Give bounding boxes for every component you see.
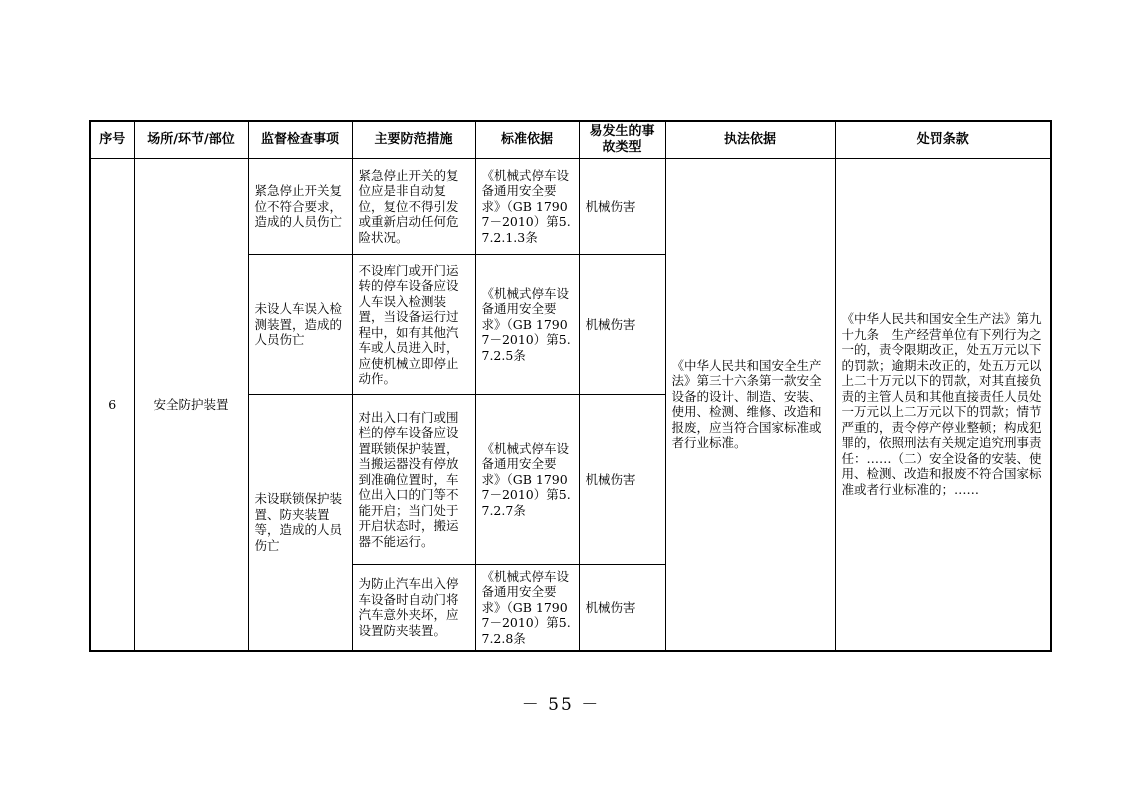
row-index: 6	[90, 159, 134, 651]
header-accident-type: 易发生的事故类型	[579, 121, 665, 159]
accident-type: 机械伤害	[579, 565, 665, 651]
standard-basis: 《机械式停车设备通用安全要求》（GB 17907－2010）第5.7.2.8条	[475, 565, 579, 651]
penalty-clause: 《中华人民共和国安全生产法》第九十九条 生产经营单位有下列行为之一的，责令限期改正，处五万元以下的罚款；逾期未改正的，处五万元以上二十万元以下的罚款，对其直接负责的主管人员和其他直接责任人员处一万元以上二万元以下的罚款；情节严重的，责令停产停业整顿；构成犯罪的，依照刑法有关规定追究刑事责任：……（二）安全设备的安装、使用、检测、改造和报废不符合国家标准或者行业标准的；……	[835, 159, 1051, 651]
accident-type: 机械伤害	[579, 255, 665, 395]
prevention-measure: 紧急停止开关的复位应是非自动复位，复位不得引发或重新启动任何危险状况。	[352, 159, 475, 255]
inspection-item: 未设人车误入检测装置，造成的人员伤亡	[248, 255, 352, 395]
accident-type: 机械伤害	[579, 395, 665, 565]
regulation-table	[89, 120, 1052, 652]
prevention-measure: 对出入口有门或围栏的停车设备应设置联锁保护装置，当搬运器没有停放到准确位置时，车位出入口的门等不能开启；当门处于开启状态时，搬运器不能运行。	[352, 395, 475, 565]
header-location: 场所/环节/部位	[134, 121, 248, 159]
row-location: 安全防护装置	[134, 159, 248, 651]
standard-basis: 《机械式停车设备通用安全要求》（GB 17907－2010）第5.7.2.1.3条	[475, 159, 579, 255]
inspection-item: 未设联锁保护装置、防夹装置等，造成的人员伤亡	[248, 395, 352, 651]
accident-type: 机械伤害	[579, 159, 665, 255]
header-index: 序号	[90, 121, 134, 159]
standard-basis: 《机械式停车设备通用安全要求》（GB 17907－2010）第5.7.2.7条	[475, 395, 579, 565]
table-row	[90, 159, 1051, 255]
table-header-row	[90, 121, 1051, 159]
inspection-item: 紧急停止开关复位不符合要求，造成的人员伤亡	[248, 159, 352, 255]
prevention-measure: 不设库门或开门运转的停车设备应设人车误入检测装置，当设备运行过程中，如有其他汽车或人员进入时，应使机械立即停止动作。	[352, 255, 475, 395]
header-law-basis: 执法依据	[665, 121, 835, 159]
standard-basis: 《机械式停车设备通用安全要求》（GB 17907－2010）第5.7.2.5条	[475, 255, 579, 395]
header-penalty-clause: 处罚条款	[835, 121, 1051, 159]
header-inspection-item: 监督检查事项	[248, 121, 352, 159]
page-number: － 55 －	[521, 695, 601, 715]
header-prevention-measures: 主要防范措施	[352, 121, 475, 159]
header-standard-basis: 标准依据	[475, 121, 579, 159]
prevention-measure: 为防止汽车出入停车设备时自动门将汽车意外夹坏，应设置防夹装置。	[352, 565, 475, 651]
law-basis: 《中华人民共和国安全生产法》第三十六条第一款安全设备的设计、制造、安装、使用、检测、维修、改造和报废，应当符合国家标准或者行业标准。	[665, 159, 835, 651]
